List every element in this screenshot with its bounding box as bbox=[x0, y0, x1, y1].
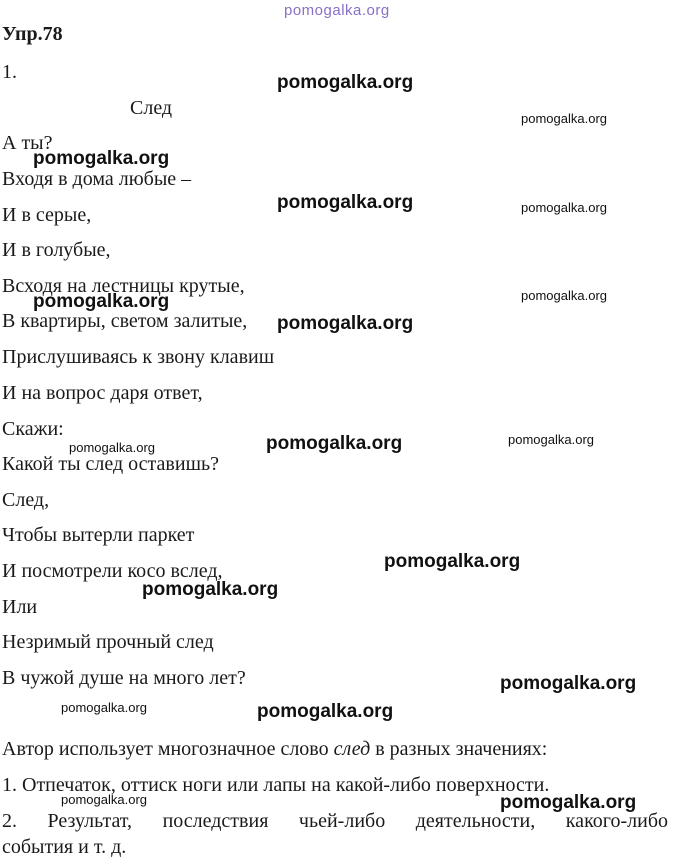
keyword: след bbox=[333, 738, 371, 760]
watermark: pomogalka.org bbox=[33, 148, 170, 169]
watermark: pomogalka.org bbox=[61, 792, 147, 807]
watermark: pomogalka.org bbox=[33, 291, 170, 312]
poem-line: Или bbox=[2, 596, 38, 618]
meaning-2-line-2: события и т. д. bbox=[2, 836, 127, 858]
meaning-1: 1. Отпечаток, оттиск ноги или лапы на какой-либо поверхности. bbox=[2, 774, 550, 796]
watermark: pomogalka.org bbox=[266, 433, 403, 454]
poem-line: Незримый прочный след bbox=[2, 631, 214, 653]
item-number: 1. bbox=[2, 61, 17, 83]
poem-title: След bbox=[130, 97, 173, 119]
poem-line: А ты? bbox=[2, 132, 53, 154]
poem-line: В квартиры, светом залитые, bbox=[2, 310, 248, 332]
watermark: pomogalka.org bbox=[500, 673, 637, 694]
watermark: pomogalka.org bbox=[508, 432, 594, 447]
poem-line: И посмотрели косо вслед, bbox=[2, 560, 223, 582]
poem-line: Прислушиваясь к звону клавиш bbox=[2, 346, 275, 368]
watermark: pomogalka.org bbox=[142, 579, 279, 600]
poem-line: В чужой душе на много лет? bbox=[2, 667, 246, 689]
poem-line: Чтобы вытерли паркет bbox=[2, 524, 195, 546]
watermark: pomogalka.org bbox=[257, 701, 394, 722]
poem-line: Всходя на лестницы крутые, bbox=[2, 275, 245, 297]
watermark: pomogalka.org bbox=[277, 192, 414, 213]
watermark: pomogalka.org bbox=[500, 792, 637, 813]
explanation-intro bbox=[2, 737, 547, 761]
poem-line: Какой ты след оставишь? bbox=[2, 453, 219, 475]
watermark: pomogalka.org bbox=[277, 72, 414, 93]
watermark: pomogalka.org bbox=[521, 288, 607, 303]
poem-line: И в серые, bbox=[2, 204, 92, 226]
watermark: pomogalka.org bbox=[277, 313, 414, 334]
poem-line: Входя в дома любые – bbox=[2, 168, 192, 190]
exercise-title: Упр.78 bbox=[2, 23, 63, 45]
poem-line: След, bbox=[2, 489, 50, 511]
watermark: pomogalka.org bbox=[521, 200, 607, 215]
poem-line: И на вопрос даря ответ, bbox=[2, 382, 203, 404]
watermark: pomogalka.org bbox=[384, 551, 521, 572]
poem-line: Скажи: bbox=[2, 418, 64, 440]
site-watermark-top: pomogalka.org bbox=[284, 2, 390, 19]
watermark: pomogalka.org bbox=[521, 111, 607, 126]
watermark: pomogalka.org bbox=[61, 700, 147, 715]
intro-text-end: в разных значениях: bbox=[370, 738, 548, 760]
watermark: pomogalka.org bbox=[69, 440, 155, 455]
intro-text: Автор использует многозначное слово bbox=[2, 738, 334, 760]
poem-line: И в голубые, bbox=[2, 239, 111, 261]
meaning-2-line-1: 2. Результат, последствия чьей-либо деятельности, какого-либо bbox=[2, 810, 668, 832]
